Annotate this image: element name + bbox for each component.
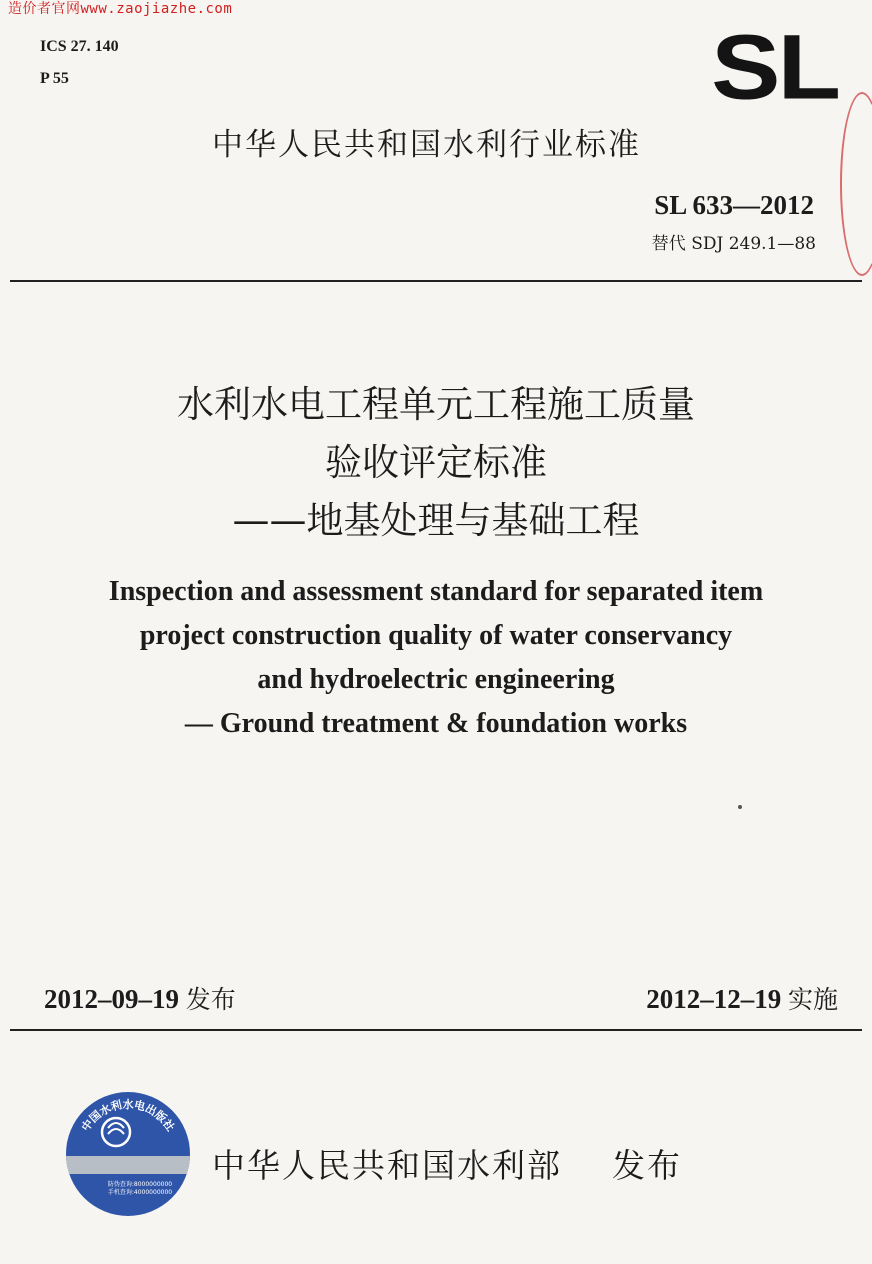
seal-line-1: 防伪查询:8000000000 <box>107 1181 173 1188</box>
chinese-title-line-3: ——地基处理与基础工程 <box>232 499 640 542</box>
english-title-line-1: Inspection and assessment standard for separated item <box>108 576 764 607</box>
chinese-title-line-1: 水利水电工程单元工程施工质量 <box>177 383 695 426</box>
print-speck <box>738 805 742 809</box>
chinese-title-line-2: 验收评定标准 <box>325 441 547 484</box>
issue-date-value: 2012–09–19 <box>44 984 179 1014</box>
red-stamp-arc <box>840 92 872 276</box>
ics-code: ICS 27. 140 <box>40 38 119 55</box>
english-title-line-4: — Ground treatment & foundation works <box>184 708 688 739</box>
seal-arc-text: 中国水利水电出版社 <box>79 1098 177 1134</box>
industry-standard-heading: 中华人民共和国水利行业标准 <box>212 127 641 163</box>
issue-date <box>44 980 236 1016</box>
issue-date-label: 发布 <box>185 985 236 1014</box>
implementation-date-value: 2012–12–19 <box>646 984 782 1014</box>
sl-logo: SL <box>711 16 838 119</box>
anti-counterfeit-seal <box>64 1090 192 1218</box>
english-title-line-2: project construction quality of water conservancy <box>139 620 733 651</box>
seal-line-2: 手机查询:4000000000 <box>107 1189 173 1196</box>
implementation-date-label: 实施 <box>787 985 838 1014</box>
watermark: 造价者官网www.zaojiazhe.com <box>8 1 233 17</box>
publisher: 中华人民共和国水利部 <box>212 1146 562 1185</box>
ccs-code: P 55 <box>40 70 69 87</box>
english-title-line-3: and hydroelectric engineering <box>257 664 615 695</box>
seal-silver-band <box>64 1156 192 1174</box>
replaces-standard: 替代 SDJ 249.1—88 <box>651 234 816 254</box>
bottom-divider <box>10 1029 862 1031</box>
top-divider <box>10 280 862 282</box>
standard-number: SL 633—2012 <box>654 190 814 220</box>
implementation-date <box>646 980 838 1016</box>
publish-label: 发布 <box>612 1146 682 1185</box>
